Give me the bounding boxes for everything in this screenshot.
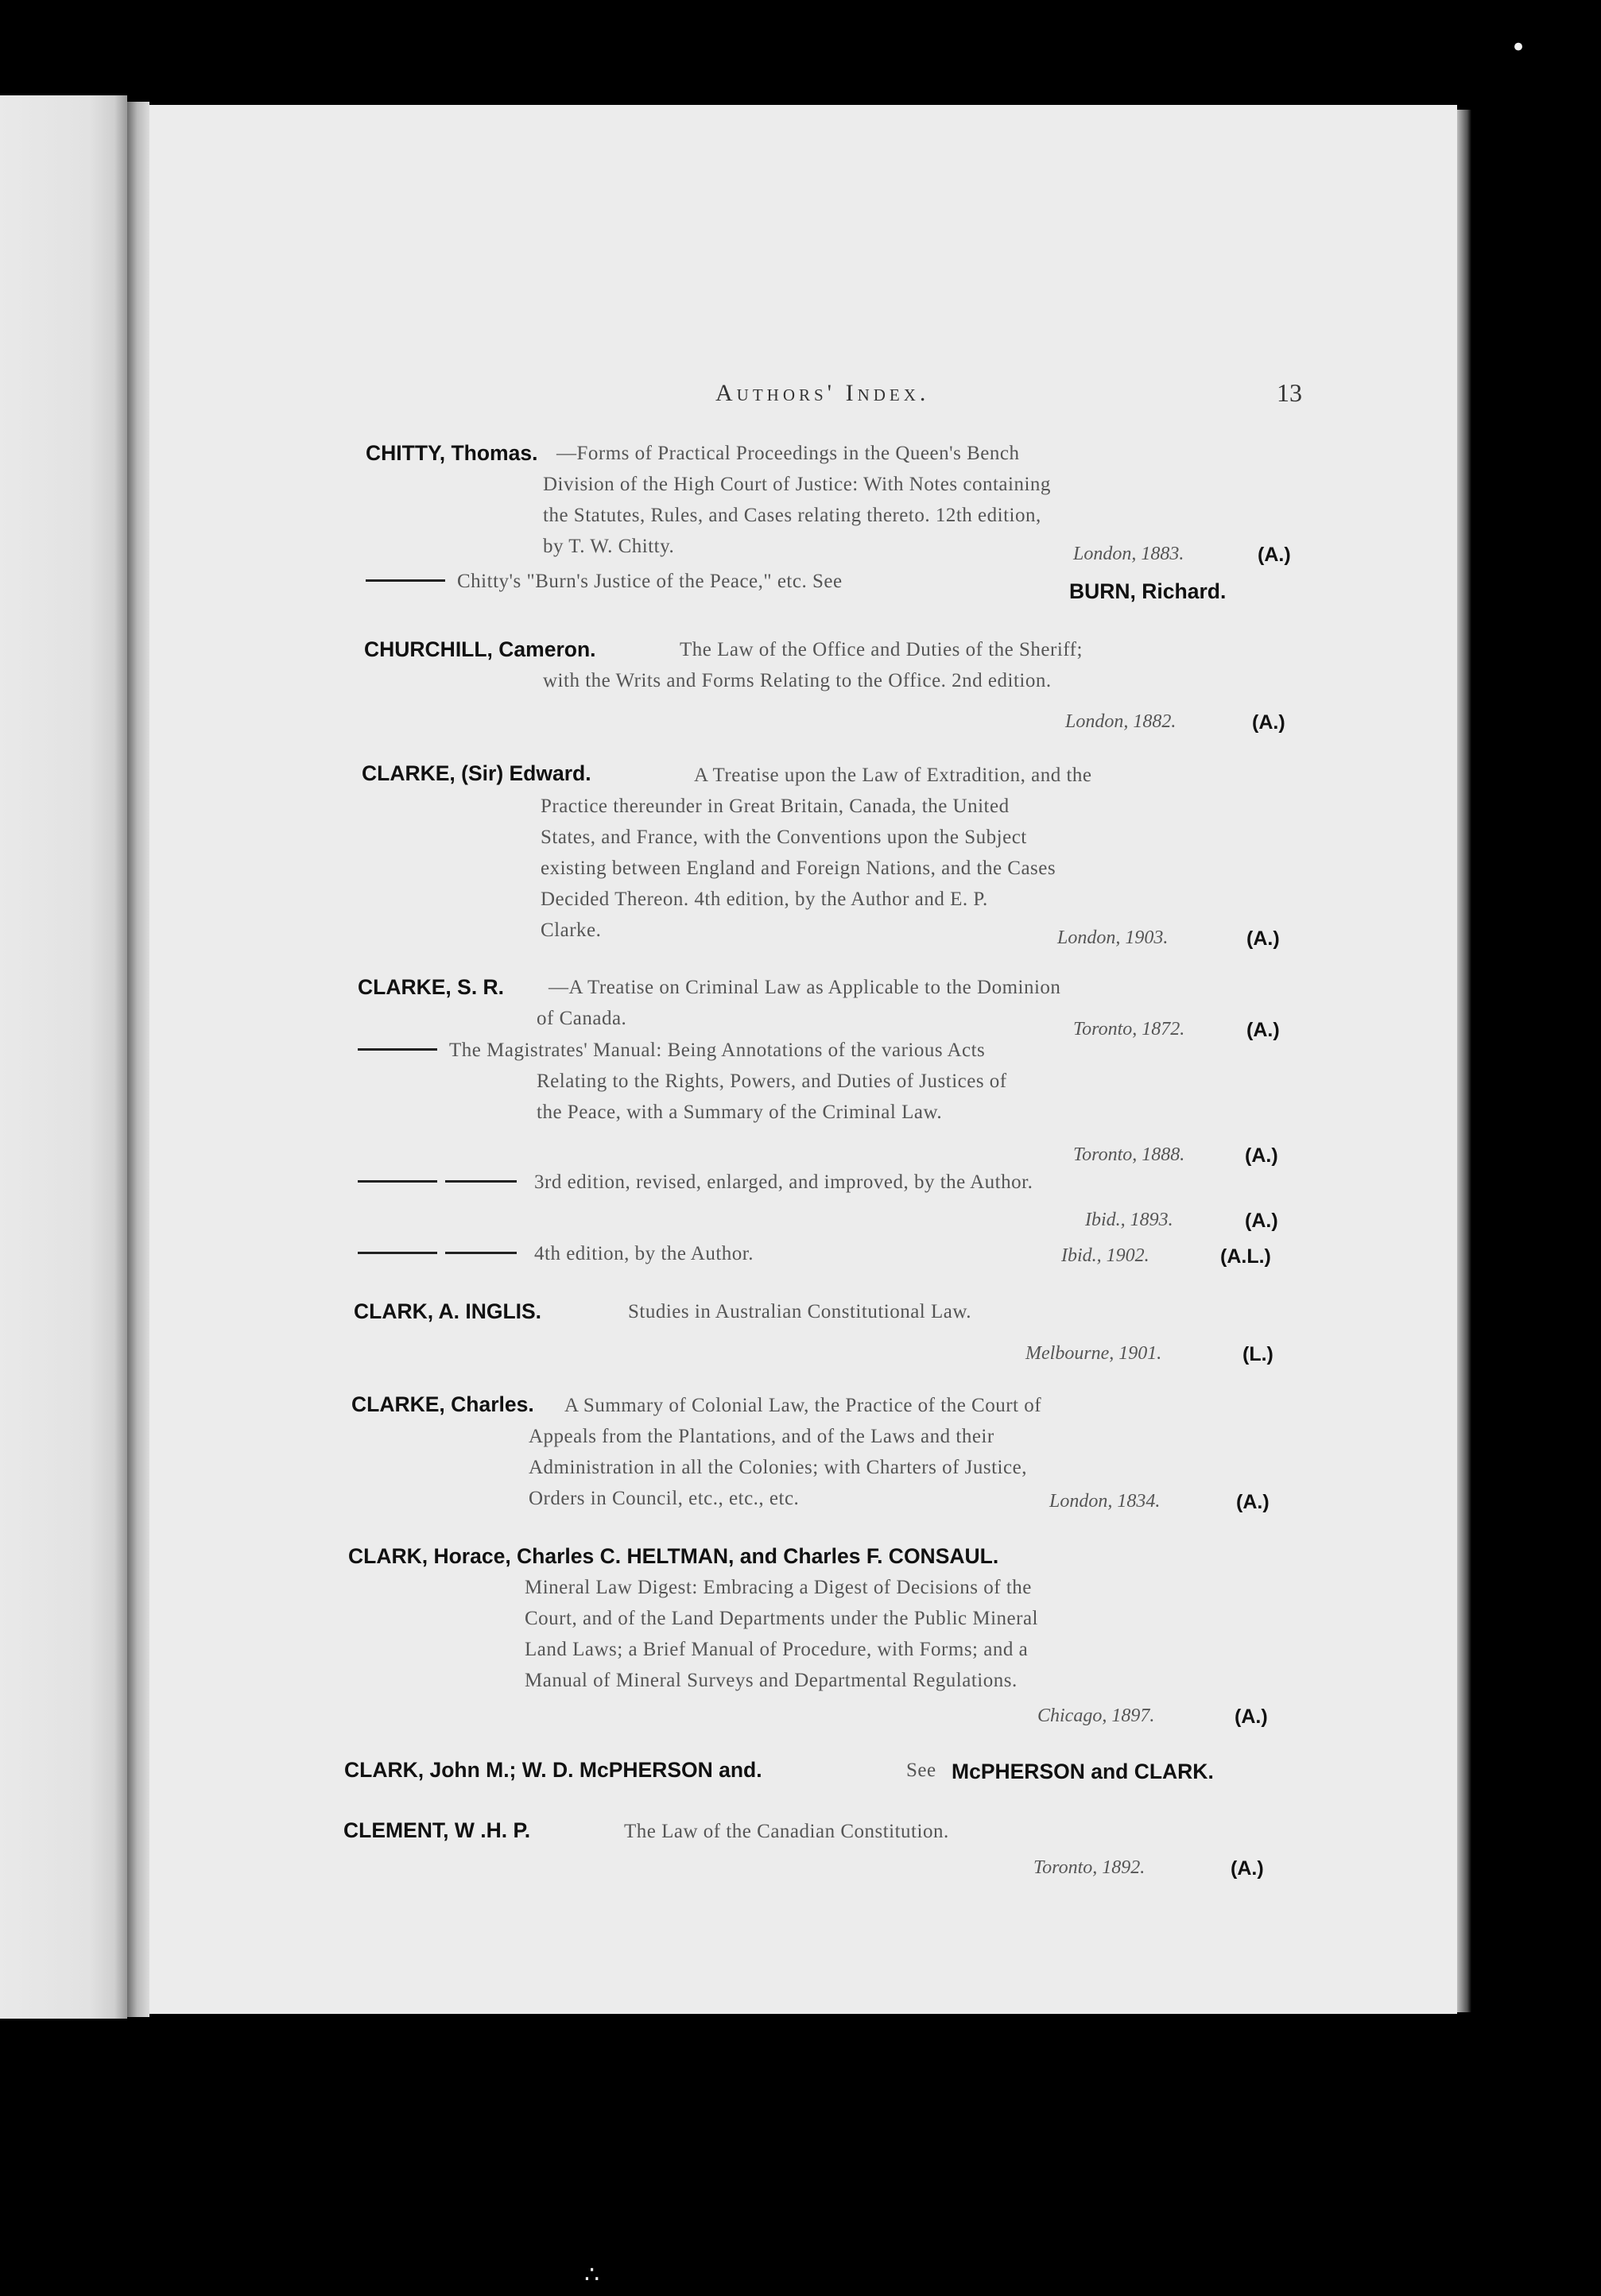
entry-imprint: Ibid., 1893. xyxy=(1085,1210,1173,1230)
entry-line: The Magistrates' Manual: Being Annotations of the various Acts xyxy=(449,1040,986,1061)
ditto-dash xyxy=(366,579,445,582)
entry-line: —A Treatise on Criminal Law as Applicable to the Dominion xyxy=(549,977,1061,998)
entry-line: Administration in all the Colonies; with Charters of Justice, xyxy=(529,1457,1027,1478)
entry-line: 3rd edition, revised, enlarged, and improved, by the Author. xyxy=(534,1171,1033,1193)
entry-heading-clement: CLEMENT, W .H. P. xyxy=(343,1818,531,1842)
entry-heading-clark-inglis: CLARK, A. INGLIS. xyxy=(354,1299,542,1323)
entry-heading-clarke-sr: CLARKE, S. R. xyxy=(358,975,505,999)
scan-bottom-mark: ∴ xyxy=(584,2261,600,2289)
entry-imprint: London, 1883. xyxy=(1073,544,1184,564)
entry-line: Division of the High Court of Justice: With Notes containing xyxy=(543,474,1051,495)
entry-heading-clarke-edward: CLARKE, (Sir) Edward. xyxy=(362,761,591,785)
entry-heading-clark-john: CLARK, John M.; W. D. McPHERSON and. xyxy=(344,1758,762,1782)
entry-line: Mineral Law Digest: Embracing a Digest of Decisions of the xyxy=(525,1577,1032,1598)
entry-line: The Law of the Office and Duties of the Sheriff; xyxy=(680,639,1083,660)
entry-line: States, and France, with the Conventions upon the Subject xyxy=(541,827,1027,848)
entry-line: A Summary of Colonial Law, the Practice of the Court of xyxy=(564,1395,1042,1416)
entry-heading-churchill: CHURCHILL, Cameron. xyxy=(364,637,596,661)
running-head: Authors' Index. xyxy=(715,380,930,406)
see-reference: McPHERSON and CLARK. xyxy=(952,1760,1214,1783)
entry-imprint: Melbourne, 1901. xyxy=(1025,1343,1162,1364)
entry-line: A Treatise upon the Law of Extradition, and the xyxy=(694,765,1092,786)
book-gutter xyxy=(127,102,149,2017)
library-location: (A.) xyxy=(1252,711,1285,734)
entry-line: Clarke. xyxy=(541,920,602,941)
ditto-dash xyxy=(445,1180,517,1183)
library-location: (A.L.) xyxy=(1220,1245,1271,1268)
entry-heading-chitty: CHITTY, Thomas. xyxy=(366,441,538,465)
library-location: (A.) xyxy=(1258,544,1291,566)
entry-heading-clark-horace: CLARK, Horace, Charles C. HELTMAN, and Charles F. CONSAUL. xyxy=(348,1544,999,1568)
entry-line: Decided Thereon. 4th edition, by the Author and E. P. xyxy=(541,889,988,910)
entry-line: Land Laws; a Brief Manual of Procedure, with Forms; and a xyxy=(525,1639,1029,1660)
library-location: (A.) xyxy=(1245,1210,1278,1232)
entry-line: the Statutes, Rules, and Cases relating thereto. 12th edition, xyxy=(543,505,1041,526)
see-reference: BURN, Richard. xyxy=(1069,579,1227,603)
entry-heading-clarke-charles: CLARKE, Charles. xyxy=(351,1392,534,1416)
library-location: (A.) xyxy=(1246,927,1280,950)
entry-imprint: Toronto, 1892. xyxy=(1033,1857,1146,1878)
ditto-dash xyxy=(445,1252,517,1254)
entry-imprint: London, 1903. xyxy=(1057,927,1169,948)
facing-page-edge xyxy=(0,95,127,2019)
entry-line: The Law of the Canadian Constitution. xyxy=(624,1821,949,1842)
ditto-dash xyxy=(358,1180,437,1183)
entry-line: the Peace, with a Summary of the Criminal Law. xyxy=(537,1102,943,1123)
entry-line: Studies in Australian Constitutional Law. xyxy=(628,1301,972,1322)
entry-line: 4th edition, by the Author. xyxy=(534,1243,754,1264)
entry-line: Chitty's "Burn's Justice of the Peace," etc. See xyxy=(457,571,843,592)
library-location: (A.) xyxy=(1246,1019,1280,1041)
entry-imprint: Toronto, 1872. xyxy=(1073,1019,1185,1040)
ditto-dash xyxy=(358,1048,437,1051)
entry-line: Manual of Mineral Surveys and Departmental Regulations. xyxy=(525,1670,1018,1691)
entry-line: existing between England and Foreign Nations, and the Cases xyxy=(541,858,1056,879)
entry-line: —Forms of Practical Proceedings in the Queen's Bench xyxy=(556,443,1020,464)
page-right-edge xyxy=(1457,110,1471,2012)
entry-imprint: London, 1882. xyxy=(1065,711,1177,732)
entry-line: of Canada. xyxy=(537,1008,627,1029)
entry-line: Court, and of the Land Departments under the Public Mineral xyxy=(525,1608,1039,1629)
entry-line: Appeals from the Plantations, and of the Laws and their xyxy=(529,1426,994,1447)
library-location: (A.) xyxy=(1236,1491,1270,1513)
library-location: (L.) xyxy=(1242,1343,1273,1365)
library-location: (A.) xyxy=(1235,1706,1268,1728)
entry-line: Orders in Council, etc., etc., etc. xyxy=(529,1488,800,1509)
page-number: 13 xyxy=(1277,378,1302,407)
entry-line: Practice thereunder in Great Britain, Canada, the United xyxy=(541,796,1010,817)
entry-imprint: Toronto, 1888. xyxy=(1073,1144,1185,1165)
entry-line: with the Writs and Forms Relating to the Office. 2nd edition. xyxy=(543,670,1052,691)
entry-imprint: Chicago, 1897. xyxy=(1037,1706,1155,1726)
see-word: See xyxy=(906,1760,936,1781)
library-location: (A.) xyxy=(1245,1144,1278,1167)
library-location: (A.) xyxy=(1231,1857,1264,1880)
entry-imprint: London, 1834. xyxy=(1049,1491,1161,1512)
entry-line: Relating to the Rights, Powers, and Duties of Justices of xyxy=(537,1071,1007,1092)
ditto-dash xyxy=(358,1252,437,1254)
entry-line: by T. W. Chitty. xyxy=(543,536,675,557)
scan-corner-mark: • xyxy=(1510,32,1527,64)
entry-imprint: Ibid., 1902. xyxy=(1061,1245,1149,1266)
